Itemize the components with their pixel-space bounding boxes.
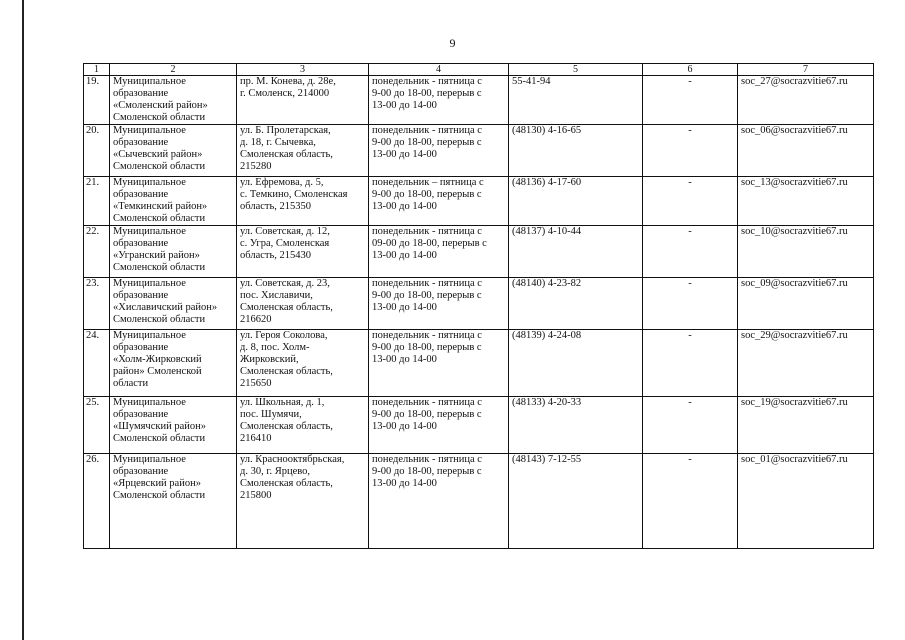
email-cell: soc_09@socrazvitie67.ru [738, 278, 874, 330]
municipality-name: Муниципальное образование «Холм-Жирковский район» Смоленской области [110, 330, 237, 397]
email-cell: soc_29@socrazvitie67.ru [738, 330, 874, 397]
phone-cell: (48137) 4-10-44 [509, 226, 643, 278]
row-number: 25. [84, 397, 110, 454]
phone-cell: 55-41-94 [509, 76, 643, 125]
column-6-cell: - [643, 226, 738, 278]
table-row [84, 454, 874, 549]
email-cell: soc_01@socrazvitie67.ru [738, 454, 874, 549]
column-6-cell: - [643, 177, 738, 226]
column-header: 2 [110, 64, 237, 76]
table-row [84, 125, 874, 177]
column-header: 7 [738, 64, 874, 76]
column-6-cell: - [643, 454, 738, 549]
column-6-cell: - [643, 330, 738, 397]
email-cell: soc_06@socrazvitie67.ru [738, 125, 874, 177]
table-row [84, 226, 874, 278]
schedule-cell: понедельник - пятница с 9-00 до 18-00, перерыв с 13-00 до 14-00 [369, 76, 509, 125]
column-header: 1 [84, 64, 110, 76]
phone-cell: (48136) 4-17-60 [509, 177, 643, 226]
row-number: 20. [84, 125, 110, 177]
row-number: 23. [84, 278, 110, 330]
column-6-cell: - [643, 76, 738, 125]
row-number: 21. [84, 177, 110, 226]
table-row [84, 177, 874, 226]
table-row [84, 278, 874, 330]
table-row [84, 330, 874, 397]
phone-cell: (48143) 7-12-55 [509, 454, 643, 549]
address-cell: ул. Красноoктябрьская, д. 30, г. Ярцево, Смоленская область, 215800 [237, 454, 369, 549]
column-6-cell: - [643, 397, 738, 454]
column-6-cell: - [643, 125, 738, 177]
column-header: 4 [369, 64, 509, 76]
binding-edge-line [22, 0, 24, 640]
email-cell: soc_19@socrazvitie67.ru [738, 397, 874, 454]
address-cell: ул. Школьная, д. 1, пос. Шумячи, Смоленская область, 216410 [237, 397, 369, 454]
municipality-name: Муниципальное образование «Смоленский район» Смоленской области [110, 76, 237, 125]
email-cell: soc_10@socrazvitie67.ru [738, 226, 874, 278]
column-header: 6 [643, 64, 738, 76]
schedule-cell: понедельник - пятница с 09-00 до 18-00, перерыв с 13-00 до 14-00 [369, 226, 509, 278]
schedule-cell: понедельник - пятница с 9-00 до 18-00, перерыв с 13-00 до 14-00 [369, 278, 509, 330]
phone-cell: (48130) 4-16-65 [509, 125, 643, 177]
schedule-cell: понедельник - пятница с 9-00 до 18-00, перерыв с 13-00 до 14-00 [369, 397, 509, 454]
row-number: 26. [84, 454, 110, 549]
phone-cell: (48139) 4-24-08 [509, 330, 643, 397]
address-cell: пр. М. Конева, д. 28е, г. Смоленск, 214000 [237, 76, 369, 125]
address-cell: ул. Героя Соколова, д. 8, пос. Холм- Жирковский, Смоленская область, 215650 [237, 330, 369, 397]
phone-cell: (48133) 4-20-33 [509, 397, 643, 454]
header-row [84, 64, 874, 76]
address-cell: ул. Б. Пролетарская, д. 18, г. Сычевка, Смоленская область, 215280 [237, 125, 369, 177]
schedule-cell: понедельник - пятница с 9-00 до 18-00, перерыв с 13-00 до 14-00 [369, 454, 509, 549]
schedule-cell: понедельник – пятница с 9-00 до 18-00, перерыв с 13-00 до 14-00 [369, 177, 509, 226]
email-cell: soc_27@socrazvitie67.ru [738, 76, 874, 125]
municipality-name: Муниципальное образование «Ярцевский район» Смоленской области [110, 454, 237, 549]
email-cell: soc_13@socrazvitie67.ru [738, 177, 874, 226]
row-number: 22. [84, 226, 110, 278]
municipality-name: Муниципальное образование «Шумячский район» Смоленской области [110, 397, 237, 454]
schedule-cell: понедельник - пятница с 9-00 до 18-00, перерыв с 13-00 до 14-00 [369, 330, 509, 397]
schedule-cell: понедельник - пятница с 9-00 до 18-00, перерыв с 13-00 до 14-00 [369, 125, 509, 177]
municipality-name: Муниципальное образование «Темкинский район» Смоленской области [110, 177, 237, 226]
municipality-name: Муниципальное образование «Угранский район» Смоленской области [110, 226, 237, 278]
column-header: 5 [509, 64, 643, 76]
municipality-name: Муниципальное образование «Хиславичский район» Смоленской области [110, 278, 237, 330]
address-cell: ул. Советская, д. 12, с. Угра, Смоленская область, 215430 [237, 226, 369, 278]
municipality-name: Муниципальное образование «Сычевский район» Смоленской области [110, 125, 237, 177]
column-header: 3 [237, 64, 369, 76]
table-row [84, 76, 874, 125]
phone-cell: (48140) 4-23-82 [509, 278, 643, 330]
page-number: 9 [449, 36, 456, 50]
address-cell: ул. Ефремова, д. 5, с. Темкино, Смоленская область, 215350 [237, 177, 369, 226]
address-cell: ул. Советская, д. 23, пос. Хиславичи, Смоленская область, 216620 [237, 278, 369, 330]
table-row [84, 397, 874, 454]
registry-table [83, 63, 874, 549]
row-number: 19. [84, 76, 110, 125]
column-6-cell: - [643, 278, 738, 330]
row-number: 24. [84, 330, 110, 397]
